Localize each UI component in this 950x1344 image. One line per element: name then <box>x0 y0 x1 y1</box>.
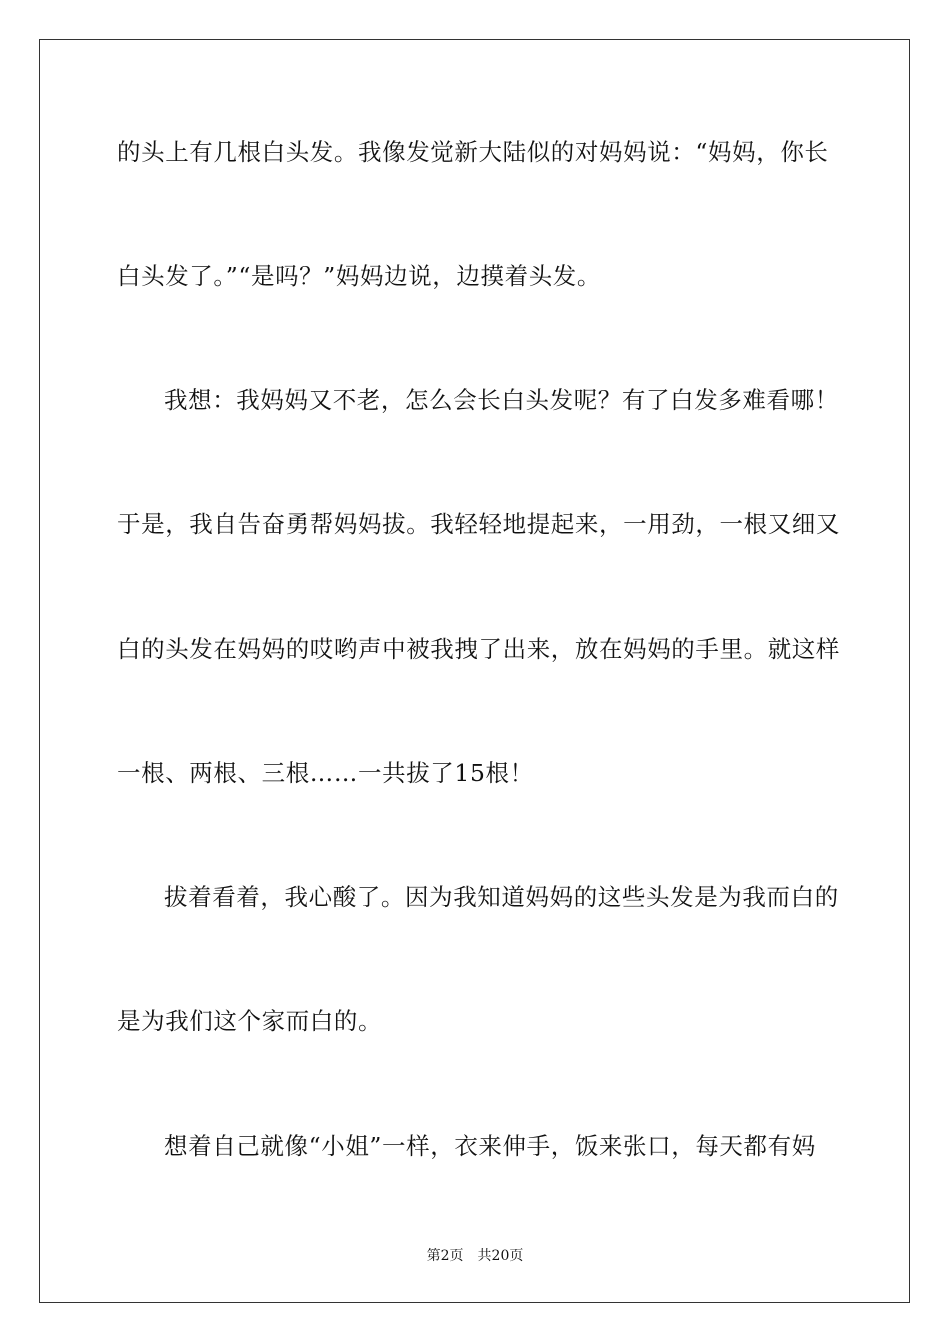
text-line-2: 白头发了。”“是吗？”妈妈边说，边摸着头发。 <box>117 262 601 290</box>
text-line-5: 白的头发在妈妈的哎哟声中被我拽了出来，放在妈妈的手里。就这样 <box>117 635 840 663</box>
text-line-3: 我想：我妈妈又不老，怎么会长白头发呢？有了白发多难看哪！ <box>164 386 839 414</box>
text-line-8: 是为我们这个家而白的。 <box>117 1007 383 1035</box>
text-line-6: 一根、两根、三根……一共拔了15根！ <box>117 759 534 787</box>
text-line-7: 拔着看着，我心酸了。因为我知道妈妈的这些头发是为我而白的 <box>164 883 839 911</box>
page-frame <box>39 39 910 1303</box>
text-line-4: 于是，我自告奋勇帮妈妈拔。我轻轻地提起来，一用劲，一根又细又 <box>117 510 840 538</box>
text-line-1: 的头上有几根白头发。我像发觉新大陆似的对妈妈说：“妈妈，你长 <box>117 138 829 166</box>
text-line-9: 想着自己就像“小姐”一样，衣来伸手，饭来张口，每天都有妈 <box>164 1132 816 1160</box>
page-number-current: 第2页 <box>426 1248 464 1264</box>
page-number-total: 共20页 <box>477 1248 524 1264</box>
page-footer <box>0 1247 950 1265</box>
